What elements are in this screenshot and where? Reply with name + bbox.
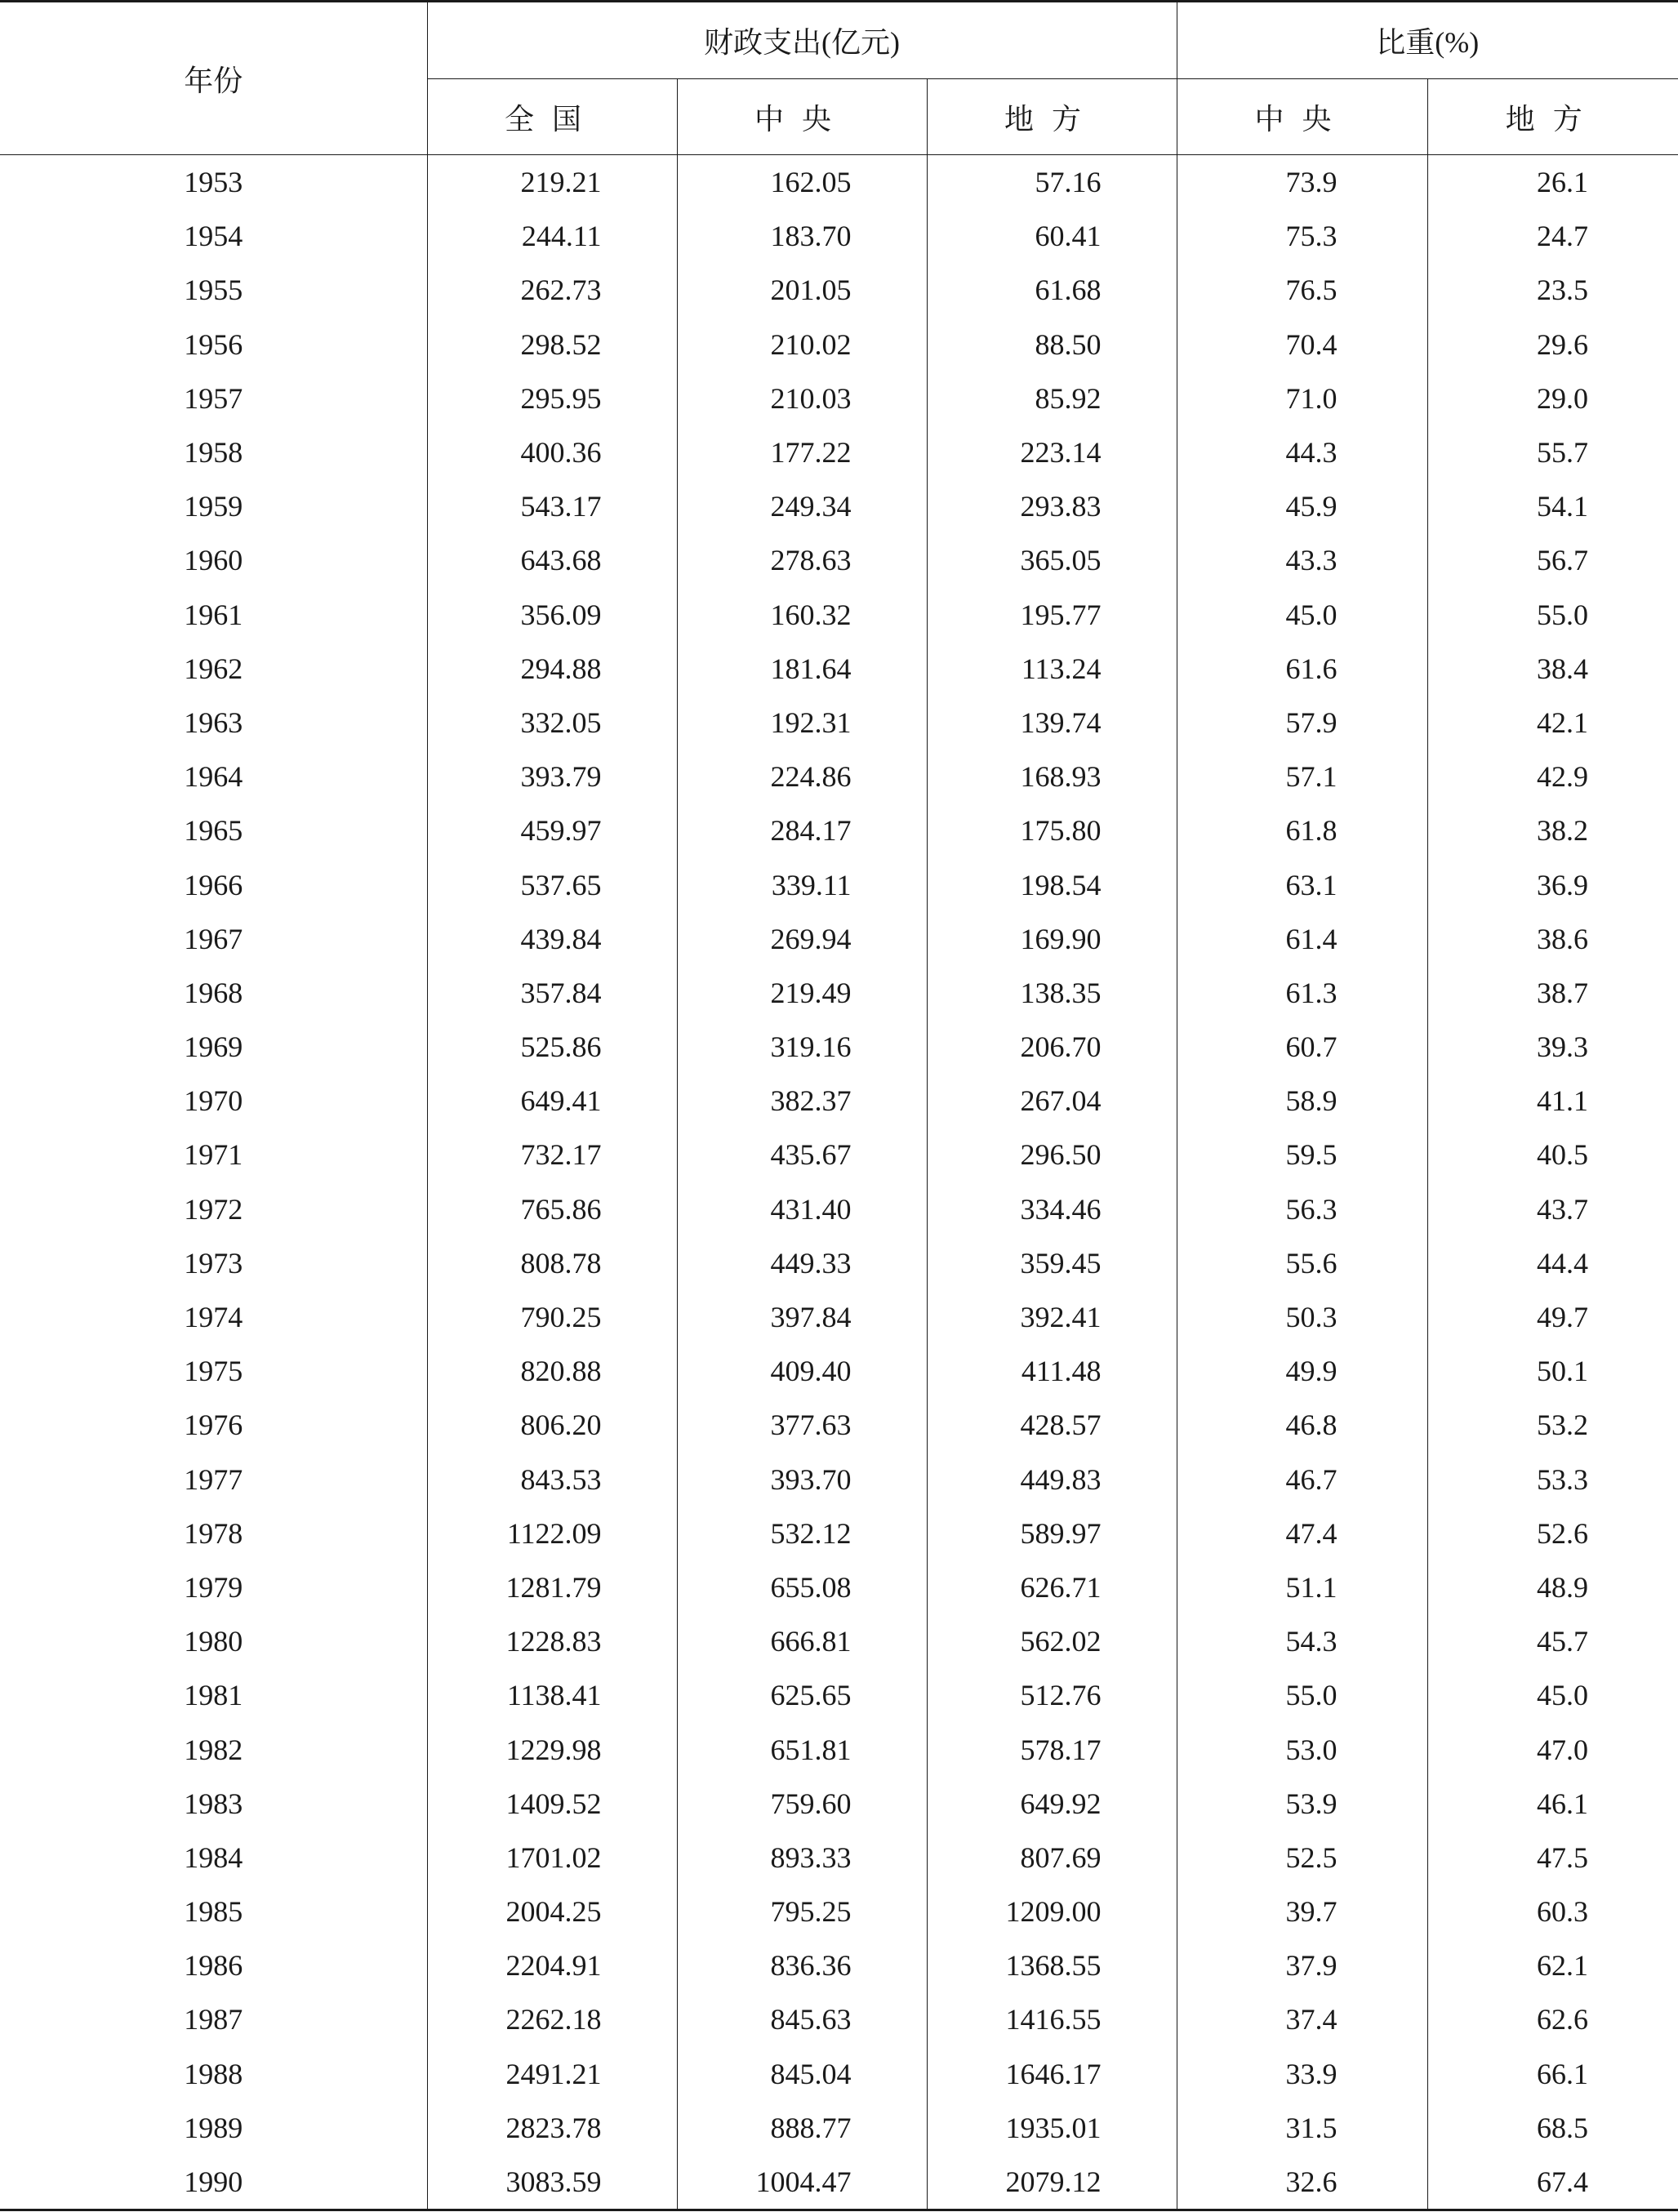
cell-share-central: 75.3 <box>1177 209 1427 263</box>
table-row <box>0 1560 1678 1614</box>
cell-share-local: 29.6 <box>1537 327 1588 361</box>
cell-local: 169.90 <box>927 912 1177 966</box>
cell-year: 1953 <box>0 155 427 210</box>
cell-national: 525.86 <box>427 1020 677 1074</box>
cell-share-central: 61.3 <box>1177 966 1427 1020</box>
table-row <box>0 479 1678 533</box>
cell-central: 377.63 <box>677 1398 927 1452</box>
table-row <box>0 1020 1678 1074</box>
cell-central: 192.31 <box>677 696 927 750</box>
cell-central: 836.36 <box>677 1938 927 1992</box>
cell-local: 198.54 <box>927 857 1177 911</box>
cell-national: 244.11 <box>427 209 677 263</box>
cell-share-central: 60.7 <box>1177 1020 1427 1074</box>
cell-year: 1984 <box>0 1831 427 1885</box>
cell-year: 1956 <box>0 318 427 372</box>
cell-share-local: 45.7 <box>1537 1625 1588 1658</box>
cell-central: 319.16 <box>677 1020 927 1074</box>
cell-share-local: 26.1 <box>1537 166 1588 199</box>
cell-local: 1935.01 <box>927 2101 1177 2155</box>
cell-central: 431.40 <box>677 1182 927 1236</box>
cell-local: 649.92 <box>927 1777 1177 1831</box>
cell-year: 1964 <box>0 750 427 803</box>
cell-share-local: 43.7 <box>1537 1192 1588 1226</box>
cell-local: 195.77 <box>927 588 1177 642</box>
cell-share-local: 23.5 <box>1537 274 1588 307</box>
cell-central: 177.22 <box>677 425 927 479</box>
cell-local: 1209.00 <box>927 1885 1177 1938</box>
cell-share-central: 33.9 <box>1177 2047 1427 2101</box>
cell-national: 1229.98 <box>427 1722 677 1776</box>
cell-national: 3083.59 <box>427 2155 677 2210</box>
header-year: 年份 <box>0 2 427 155</box>
cell-local: 411.48 <box>927 1344 1177 1398</box>
cell-national: 298.52 <box>427 318 677 372</box>
cell-central: 397.84 <box>677 1290 927 1344</box>
table-row <box>0 372 1678 425</box>
cell-national: 1138.41 <box>427 1668 677 1722</box>
cell-year: 1982 <box>0 1722 427 1776</box>
cell-share-local: 24.7 <box>1537 220 1588 253</box>
table-row <box>0 2047 1678 2101</box>
cell-share-local: 67.4 <box>1427 2155 1678 2210</box>
cell-share-central: 61.4 <box>1177 912 1427 966</box>
cell-share-local: 42.1 <box>1537 705 1588 739</box>
cell-central: 339.11 <box>677 857 927 911</box>
cell-central: 666.81 <box>677 1614 927 1668</box>
cell-central: 409.40 <box>677 1344 927 1398</box>
table-row <box>0 1344 1678 1398</box>
table-row <box>0 803 1678 857</box>
cell-share-local: 68.5 <box>1537 2111 1588 2144</box>
table-row <box>0 1777 1678 1831</box>
cell-share-local: 56.7 <box>1537 544 1588 577</box>
table-row <box>0 588 1678 642</box>
cell-local: 807.69 <box>927 1831 1177 1885</box>
cell-local: 334.46 <box>927 1182 1177 1236</box>
table-row <box>0 155 1678 210</box>
cell-central: 845.63 <box>677 1992 927 2046</box>
cell-share-central: 44.3 <box>1177 425 1427 479</box>
table-header <box>0 2 1678 155</box>
cell-local: 578.17 <box>927 1722 1177 1776</box>
cell-year: 1970 <box>0 1074 427 1128</box>
cell-share-central: 46.7 <box>1177 1453 1427 1507</box>
cell-local: 223.14 <box>927 425 1177 479</box>
table-row <box>0 1614 1678 1668</box>
cell-central: 532.12 <box>677 1507 927 1560</box>
cell-national: 537.65 <box>427 857 677 911</box>
cell-central: 183.70 <box>677 209 927 263</box>
cell-share-local: 55.7 <box>1537 436 1588 470</box>
cell-year: 1973 <box>0 1236 427 1290</box>
cell-central: 162.05 <box>677 155 927 210</box>
cell-share-central: 32.6 <box>1177 2155 1427 2210</box>
cell-national: 357.84 <box>427 966 677 1020</box>
cell-national: 1409.52 <box>427 1777 677 1831</box>
cell-year: 1958 <box>0 425 427 479</box>
cell-national: 439.84 <box>427 912 677 966</box>
table-row <box>0 1290 1678 1344</box>
cell-central: 219.49 <box>677 966 927 1020</box>
cell-share-central: 54.3 <box>1177 1614 1427 1668</box>
cell-national: 2823.78 <box>427 2101 677 2155</box>
cell-national: 543.17 <box>427 479 677 533</box>
cell-local: 206.70 <box>927 1020 1177 1074</box>
table-row <box>0 1992 1678 2046</box>
cell-share-central: 55.6 <box>1177 1236 1427 1290</box>
header-expenditure-group: 财政支出(亿元) <box>427 2 1177 79</box>
cell-share-central: 46.8 <box>1177 1398 1427 1452</box>
cell-year: 1954 <box>0 209 427 263</box>
table-row <box>0 1668 1678 1722</box>
table-row <box>0 2155 1678 2210</box>
cell-central: 651.81 <box>677 1722 927 1776</box>
table-row <box>0 263 1678 317</box>
table-row <box>0 696 1678 750</box>
cell-national: 1701.02 <box>427 1831 677 1885</box>
cell-year: 1957 <box>0 372 427 425</box>
cell-national: 1122.09 <box>427 1507 677 1560</box>
cell-local: 2079.12 <box>927 2155 1177 2210</box>
cell-central: 210.02 <box>677 318 927 372</box>
cell-year: 1962 <box>0 642 427 696</box>
cell-share-central: 70.4 <box>1177 318 1427 372</box>
cell-central: 181.64 <box>677 642 927 696</box>
cell-year: 1965 <box>0 803 427 857</box>
cell-national: 1228.83 <box>427 1614 677 1668</box>
table-row <box>0 1831 1678 1885</box>
table-row <box>0 966 1678 1020</box>
cell-share-local: 36.9 <box>1537 868 1588 901</box>
cell-local: 1416.55 <box>927 1992 1177 2046</box>
cell-national: 790.25 <box>427 1290 677 1344</box>
cell-national: 400.36 <box>427 425 677 479</box>
table-row <box>0 318 1678 372</box>
cell-share-local: 46.1 <box>1537 1787 1588 1820</box>
cell-national: 294.88 <box>427 642 677 696</box>
cell-central: 795.25 <box>677 1885 927 1938</box>
cell-year: 1979 <box>0 1560 427 1614</box>
cell-local: 293.83 <box>927 479 1177 533</box>
cell-share-local: 53.3 <box>1537 1462 1588 1496</box>
cell-national: 808.78 <box>427 1236 677 1290</box>
cell-share-central: 76.5 <box>1177 263 1427 317</box>
cell-share-local: 47.0 <box>1537 1733 1588 1766</box>
cell-share-central: 53.9 <box>1177 1777 1427 1831</box>
cell-share-central: 57.1 <box>1177 750 1427 803</box>
cell-central: 201.05 <box>677 263 927 317</box>
cell-share-central: 73.9 <box>1177 155 1427 210</box>
cell-share-central: 37.4 <box>1177 1992 1427 2046</box>
cell-share-central: 39.7 <box>1177 1885 1427 1938</box>
header-share-central: 中央 <box>1177 79 1427 155</box>
cell-national: 332.05 <box>427 696 677 750</box>
cell-share-central: 56.3 <box>1177 1182 1427 1236</box>
cell-national: 2004.25 <box>427 1885 677 1938</box>
cell-share-central: 71.0 <box>1177 372 1427 425</box>
cell-year: 1990 <box>0 2155 427 2210</box>
cell-local: 175.80 <box>927 803 1177 857</box>
cell-share-local: 50.1 <box>1537 1355 1588 1388</box>
cell-share-local: 40.5 <box>1537 1138 1588 1172</box>
cell-central: 284.17 <box>677 803 927 857</box>
cell-year: 1968 <box>0 966 427 1020</box>
cell-share-local: 38.2 <box>1537 814 1588 848</box>
cell-year: 1963 <box>0 696 427 750</box>
cell-national: 820.88 <box>427 1344 677 1398</box>
cell-share-local: 38.4 <box>1537 652 1588 685</box>
cell-central: 160.32 <box>677 588 927 642</box>
cell-central: 655.08 <box>677 1560 927 1614</box>
cell-share-central: 59.5 <box>1177 1128 1427 1182</box>
cell-share-local: 52.6 <box>1537 1516 1588 1550</box>
cell-local: 365.05 <box>927 533 1177 587</box>
table-row <box>0 750 1678 803</box>
cell-local: 60.41 <box>927 209 1177 263</box>
cell-share-central: 53.0 <box>1177 1722 1427 1776</box>
header-national: 全国 <box>427 79 677 155</box>
cell-national: 649.41 <box>427 1074 677 1128</box>
cell-year: 1975 <box>0 1344 427 1398</box>
cell-national: 356.09 <box>427 588 677 642</box>
header-share-local: 地方 <box>1427 79 1678 155</box>
cell-local: 61.68 <box>927 263 1177 317</box>
cell-central: 759.60 <box>677 1777 927 1831</box>
table-row <box>0 1236 1678 1290</box>
cell-share-central: 52.5 <box>1177 1831 1427 1885</box>
cell-central: 249.34 <box>677 479 927 533</box>
table-row <box>0 1722 1678 1776</box>
table-row <box>0 857 1678 911</box>
cell-national: 262.73 <box>427 263 677 317</box>
cell-share-central: 37.9 <box>1177 1938 1427 1992</box>
cell-central: 1004.47 <box>677 2155 927 2210</box>
table-row <box>0 533 1678 587</box>
cell-local: 57.16 <box>927 155 1177 210</box>
cell-central: 449.33 <box>677 1236 927 1290</box>
cell-year: 1972 <box>0 1182 427 1236</box>
cell-share-local: 60.3 <box>1537 1895 1588 1929</box>
cell-share-local: 66.1 <box>1537 2057 1588 2090</box>
cell-local: 428.57 <box>927 1398 1177 1452</box>
cell-local: 512.76 <box>927 1668 1177 1722</box>
cell-central: 382.37 <box>677 1074 927 1128</box>
cell-share-local: 54.1 <box>1537 490 1588 523</box>
cell-share-central: 45.0 <box>1177 588 1427 642</box>
cell-share-central: 55.0 <box>1177 1668 1427 1722</box>
cell-share-local: 38.7 <box>1537 976 1588 1009</box>
cell-national: 643.68 <box>427 533 677 587</box>
cell-local: 1368.55 <box>927 1938 1177 1992</box>
cell-share-local: 38.6 <box>1537 922 1588 955</box>
table-row <box>0 425 1678 479</box>
cell-central: 888.77 <box>677 2101 927 2155</box>
cell-share-local: 55.0 <box>1537 598 1588 631</box>
cell-central: 625.65 <box>677 1668 927 1722</box>
table-row <box>0 1182 1678 1236</box>
cell-year: 1974 <box>0 1290 427 1344</box>
cell-national: 732.17 <box>427 1128 677 1182</box>
cell-central: 278.63 <box>677 533 927 587</box>
table-row <box>0 1074 1678 1128</box>
cell-share-central: 57.9 <box>1177 696 1427 750</box>
cell-central: 269.94 <box>677 912 927 966</box>
cell-share-local: 29.0 <box>1537 381 1588 415</box>
cell-share-central: 31.5 <box>1177 2101 1427 2155</box>
cell-national: 295.95 <box>427 372 677 425</box>
cell-national: 806.20 <box>427 1398 677 1452</box>
cell-national: 765.86 <box>427 1182 677 1236</box>
cell-local: 392.41 <box>927 1290 1177 1344</box>
header-share-group: 比重(%) <box>1177 2 1678 79</box>
cell-local: 1646.17 <box>927 2047 1177 2101</box>
cell-year: 1980 <box>0 1614 427 1668</box>
cell-share-local: 41.1 <box>1537 1084 1588 1118</box>
table-row <box>0 209 1678 263</box>
cell-year: 1983 <box>0 1777 427 1831</box>
cell-central: 845.04 <box>677 2047 927 2101</box>
cell-year: 1959 <box>0 479 427 533</box>
cell-share-central: 50.3 <box>1177 1290 1427 1344</box>
cell-share-local: 44.4 <box>1537 1246 1588 1280</box>
cell-national: 2262.18 <box>427 1992 677 2046</box>
table-row <box>0 1885 1678 1938</box>
table-row <box>0 1453 1678 1507</box>
cell-national: 2491.21 <box>427 2047 677 2101</box>
table-row <box>0 1398 1678 1452</box>
cell-year: 1955 <box>0 263 427 317</box>
cell-year: 1986 <box>0 1938 427 1992</box>
header-local: 地方 <box>927 79 1177 155</box>
cell-share-local: 42.9 <box>1537 760 1588 794</box>
cell-share-central: 51.1 <box>1177 1560 1427 1614</box>
cell-year: 1989 <box>0 2101 427 2155</box>
cell-year: 1978 <box>0 1507 427 1560</box>
cell-share-central: 61.6 <box>1177 642 1427 696</box>
cell-share-local: 62.1 <box>1537 1949 1588 1983</box>
cell-share-local: 62.6 <box>1537 2003 1588 2036</box>
cell-share-central: 63.1 <box>1177 857 1427 911</box>
cell-year: 1985 <box>0 1885 427 1938</box>
cell-national: 843.53 <box>427 1453 677 1507</box>
cell-local: 88.50 <box>927 318 1177 372</box>
cell-local: 113.24 <box>927 642 1177 696</box>
cell-local: 562.02 <box>927 1614 1177 1668</box>
cell-share-central: 45.9 <box>1177 479 1427 533</box>
cell-national: 459.97 <box>427 803 677 857</box>
cell-share-local: 48.9 <box>1537 1570 1588 1604</box>
cell-year: 1971 <box>0 1128 427 1182</box>
cell-share-local: 47.5 <box>1537 1840 1588 1874</box>
cell-central: 435.67 <box>677 1128 927 1182</box>
cell-year: 1988 <box>0 2047 427 2101</box>
cell-national: 2204.91 <box>427 1938 677 1992</box>
cell-year: 1969 <box>0 1020 427 1074</box>
cell-national: 219.21 <box>427 155 677 210</box>
cell-national: 1281.79 <box>427 1560 677 1614</box>
cell-year: 1981 <box>0 1668 427 1722</box>
cell-central: 224.86 <box>677 750 927 803</box>
cell-national: 393.79 <box>427 750 677 803</box>
cell-share-local: 39.3 <box>1537 1030 1588 1064</box>
cell-year: 1976 <box>0 1398 427 1452</box>
cell-central: 210.03 <box>677 372 927 425</box>
cell-share-central: 47.4 <box>1177 1507 1427 1560</box>
table-row <box>0 2101 1678 2155</box>
cell-local: 138.35 <box>927 966 1177 1020</box>
cell-year: 1960 <box>0 533 427 587</box>
header-central: 中央 <box>677 79 927 155</box>
cell-year: 1987 <box>0 1992 427 2046</box>
cell-year: 1966 <box>0 857 427 911</box>
cell-share-local: 45.0 <box>1537 1679 1588 1712</box>
cell-local: 85.92 <box>927 372 1177 425</box>
cell-year: 1977 <box>0 1453 427 1507</box>
cell-year: 1961 <box>0 588 427 642</box>
cell-local: 449.83 <box>927 1453 1177 1507</box>
cell-local: 139.74 <box>927 696 1177 750</box>
cell-share-central: 58.9 <box>1177 1074 1427 1128</box>
cell-share-central: 43.3 <box>1177 533 1427 587</box>
table-row <box>0 912 1678 966</box>
cell-share-central: 49.9 <box>1177 1344 1427 1398</box>
cell-local: 267.04 <box>927 1074 1177 1128</box>
cell-local: 168.93 <box>927 750 1177 803</box>
cell-share-central: 61.8 <box>1177 803 1427 857</box>
cell-local: 626.71 <box>927 1560 1177 1614</box>
cell-central: 393.70 <box>677 1453 927 1507</box>
table-row <box>0 1128 1678 1182</box>
table-row <box>0 642 1678 696</box>
cell-local: 296.50 <box>927 1128 1177 1182</box>
cell-share-local: 53.2 <box>1537 1409 1588 1442</box>
cell-local: 589.97 <box>927 1507 1177 1560</box>
table-body <box>0 155 1678 2210</box>
table-row <box>0 1938 1678 1992</box>
cell-year: 1967 <box>0 912 427 966</box>
table-row <box>0 1507 1678 1560</box>
cell-local: 359.45 <box>927 1236 1177 1290</box>
cell-share-local: 49.7 <box>1537 1301 1588 1334</box>
cell-central: 893.33 <box>677 1831 927 1885</box>
